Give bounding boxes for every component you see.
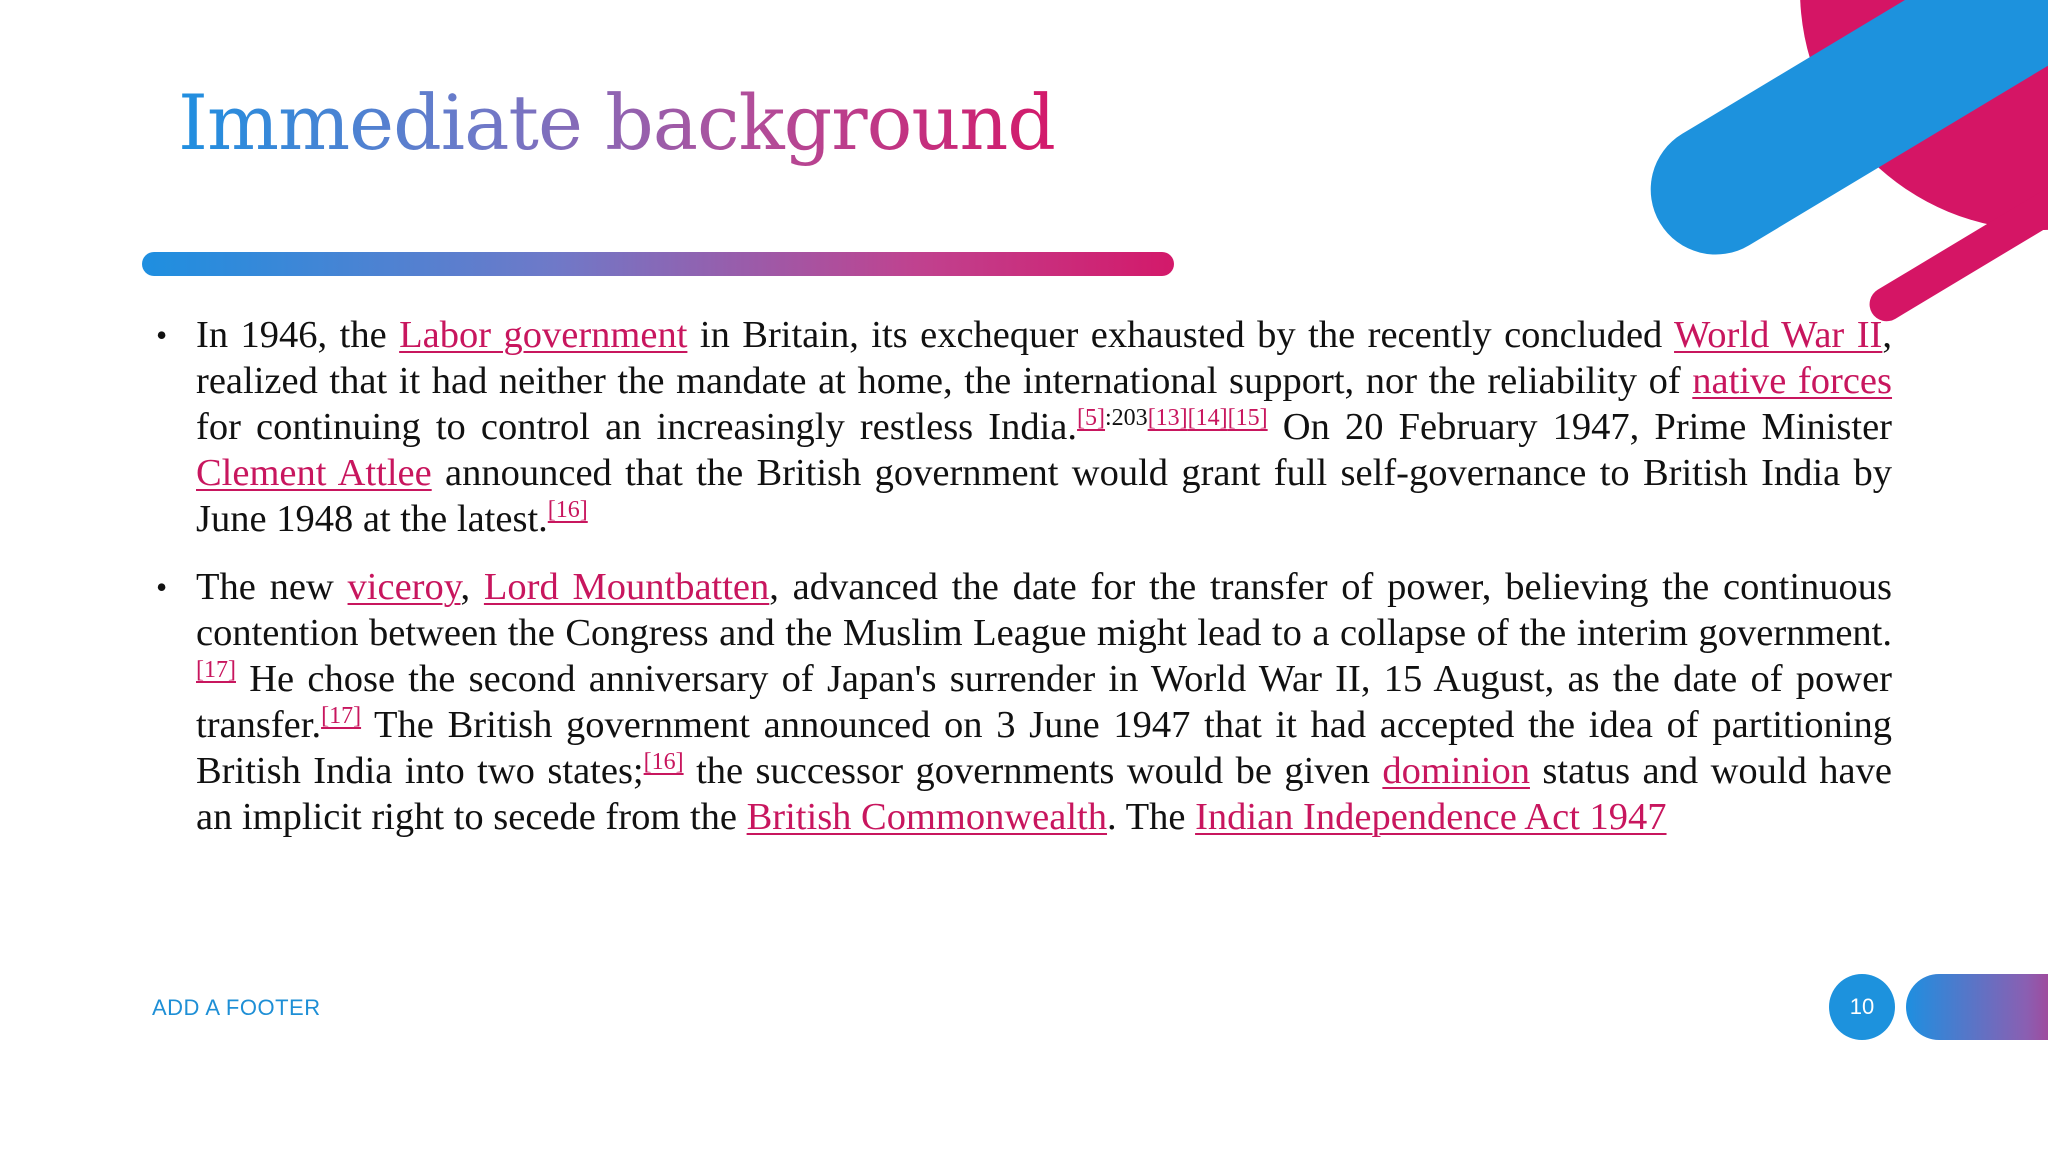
bullet-text <box>196 566 1892 838</box>
bullet-text <box>196 314 1892 540</box>
citation-link[interactable]: [5] <box>1077 405 1106 431</box>
page-number-badge: 10 <box>1829 974 1895 1040</box>
footer-text: ADD A FOOTER <box>152 995 321 1020</box>
text-run: , advanced the date for the transfer of power, believing the continuous contention between the Congress and the Muslim League might lead to a collapse of the interim government. <box>196 566 1893 654</box>
citation-link[interactable]: [17] <box>321 703 362 729</box>
bullet-marker: • <box>156 569 168 605</box>
citation-link[interactable]: [17] <box>196 657 236 683</box>
hyperlink[interactable]: Indian Independence Act 1947 <box>1195 796 1667 838</box>
text-run: for continuing to control an increasingly restless India. <box>196 406 1078 448</box>
superscript <box>1228 405 1268 431</box>
text-run: announced that the British government would grant full self-governance to British India by June 1948 at the latest. <box>196 452 1892 540</box>
text-run: , realized that it had neither the mandate at home, the international support, nor the reliability of <box>196 314 1892 402</box>
superscript <box>548 497 588 523</box>
citation-link[interactable]: [16] <box>643 749 684 775</box>
text-run: He chose the second anniversary of Japan's surrender in World War II, 15 August, as the date of power transfer. <box>196 658 1892 746</box>
superscript <box>1148 405 1188 431</box>
citation-link[interactable]: [13] <box>1147 405 1188 431</box>
decorative-page-tab <box>1906 974 2048 1040</box>
superscript <box>1077 405 1105 431</box>
hyperlink[interactable]: viceroy <box>347 566 461 608</box>
superscript <box>1188 405 1228 431</box>
text-run: :203 <box>1105 405 1148 431</box>
superscript <box>321 703 361 729</box>
superscript <box>196 657 236 683</box>
hyperlink[interactable]: native forces <box>1692 360 1893 402</box>
citation-link[interactable]: [16] <box>547 497 588 523</box>
citation-link[interactable]: [15] <box>1227 405 1268 431</box>
text-run: The new <box>196 566 348 608</box>
citation-link[interactable]: [14] <box>1187 405 1228 431</box>
text-run: the successor governments would be given <box>683 750 1383 792</box>
text-run: status and would have an implicit right to secede from the <box>196 750 1892 838</box>
hyperlink[interactable]: Clement Attlee <box>196 452 432 494</box>
hyperlink[interactable]: World War II <box>1674 314 1883 356</box>
text-run: in Britain, its exchequer exhausted by the recently concluded <box>687 314 1675 356</box>
slide-title: Immediate background <box>178 78 1055 167</box>
bullet-item <box>150 312 1892 542</box>
superscript <box>644 749 684 775</box>
hyperlink[interactable]: Labor government <box>399 314 688 356</box>
text-run: , <box>460 566 484 608</box>
text-run: In 1946, the <box>196 314 400 356</box>
text-run: The British government announced on 3 June 1947 that it had accepted the idea of partitioning British India into two states; <box>196 704 1892 792</box>
title-underline-bar <box>142 252 1174 276</box>
text-run: On 20 February 1947, Prime Minister <box>1267 406 1892 448</box>
superscript <box>1105 405 1148 431</box>
hyperlink[interactable]: British Commonwealth <box>746 796 1108 838</box>
hyperlink[interactable]: Lord Mountbatten <box>483 566 770 608</box>
bullet-list <box>150 312 1892 862</box>
bullet-item <box>150 564 1892 840</box>
hyperlink[interactable]: dominion <box>1382 750 1530 792</box>
bullet-marker: • <box>156 317 168 353</box>
text-run: . The <box>1107 796 1196 838</box>
